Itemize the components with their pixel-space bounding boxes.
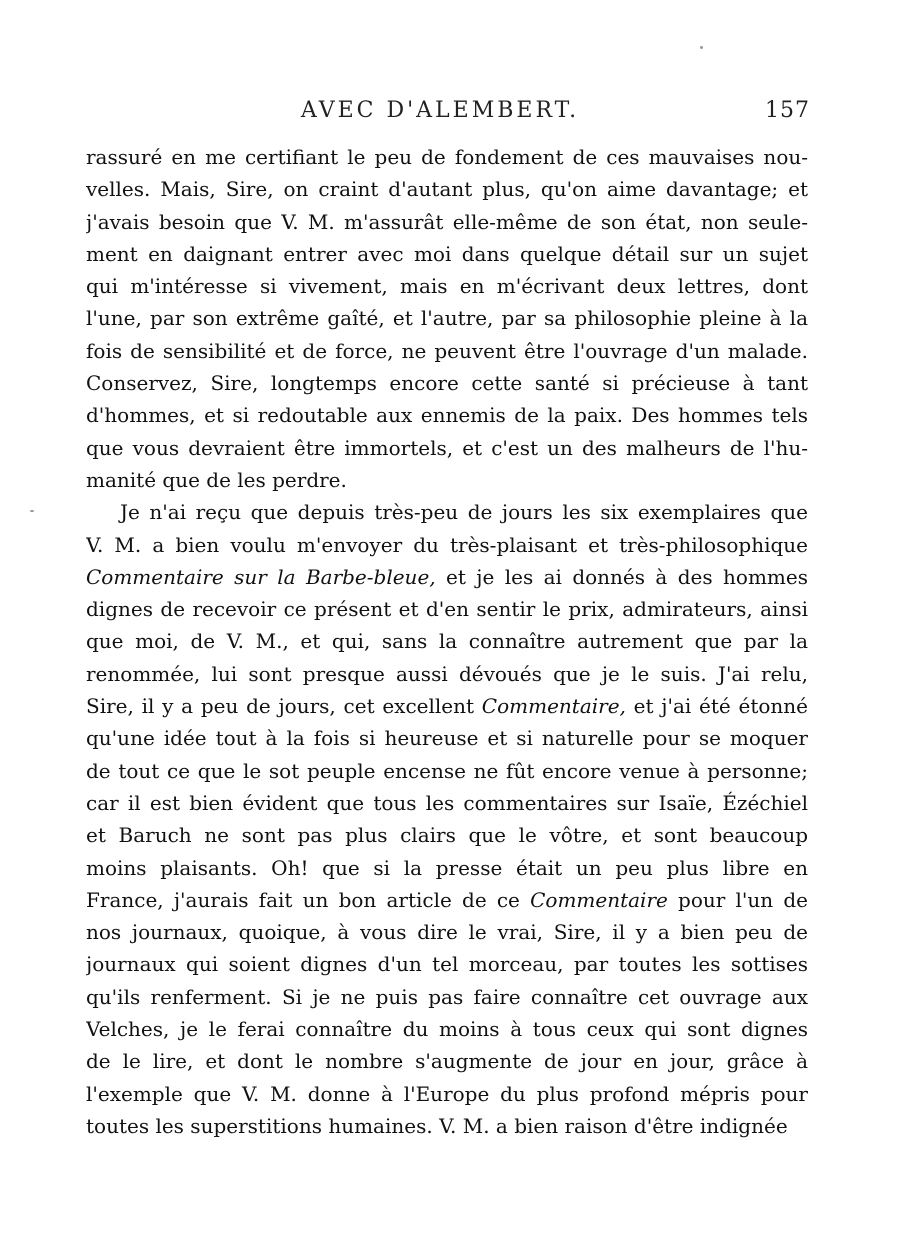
- text-line: de tout ce que le sot peuple encense ne fût encore venue à personne;: [86, 758, 808, 783]
- text-line: Je n'ai reçu que depuis très-peu de jours les six exemplaires que: [120, 500, 808, 525]
- page-number: 157: [765, 98, 810, 123]
- text-line: j'avais besoin que V. M. m'assurât elle-même de son état, non seule-: [86, 209, 808, 234]
- text-line: car il est bien évident que tous les commentaires sur Isaïe, Ézéchiel: [86, 790, 808, 815]
- running-title: AVEC D'ALEMBERT.: [300, 98, 580, 123]
- text-line: moins plaisants. Oh! que si la presse était un peu plus libre en: [86, 855, 808, 880]
- paragraph: [86, 141, 808, 496]
- italic-title: Commentaire,: [481, 694, 626, 719]
- text-line: [86, 690, 808, 722]
- line-text: Sire, il y a peu de jours, cet excellent: [86, 694, 482, 719]
- italic-title: Commentaire sur la Barbe-bleue,: [86, 564, 436, 589]
- text-line: rassuré en me certifiant le peu de fondement de ces mauvaises nou-: [86, 145, 808, 169]
- text-line: [86, 884, 808, 916]
- text-line: que moi, de V. M., et qui, sans la connaître autrement que par la: [86, 629, 808, 654]
- line-text: France, j'aurais fait un bon article de ce: [86, 887, 531, 912]
- text-line: journaux qui soient dignes d'un tel morceau, par toutes les sottises: [86, 952, 808, 977]
- text-line: manité que de les perdre.: [86, 467, 347, 492]
- text-line: V. M. a bien voulu m'envoyer du très-plaisant et très-philosophique: [86, 532, 808, 557]
- text-line: renommée, lui sont presque aussi dévoués que je le suis. J'ai relu,: [86, 661, 808, 686]
- print-speck: [30, 510, 34, 512]
- line-text: et je les ai donnés à des hommes: [435, 564, 808, 589]
- text-line: Conservez, Sire, longtemps encore cette santé si précieuse à tant: [86, 371, 808, 396]
- italic-title: Commentaire: [530, 887, 668, 912]
- text-line: velles. Mais, Sire, on craint d'autant plus, qu'on aime davantage; et: [86, 177, 808, 202]
- text-line: toutes les superstitions humaines. V. M. a bien raison d'être indignée: [86, 1113, 788, 1138]
- paragraph: [86, 496, 808, 1142]
- print-speck: [700, 46, 703, 49]
- text-line: l'une, par son extrême gaîté, et l'autre, par sa philosophie pleine à la: [86, 306, 808, 331]
- text-line: fois de sensibilité et de force, ne peuvent être l'ouvrage d'un malade.: [86, 338, 808, 363]
- text-line: qu'ils renferment. Si je ne puis pas faire connaître cet ouvrage aux: [86, 984, 808, 1009]
- text-line: [86, 561, 808, 593]
- text-line: que vous devraient être immortels, et c'est un des malheurs de l'hu-: [86, 435, 808, 460]
- text-line: ment en daignant entrer avec moi dans quelque détail sur un sujet: [86, 241, 808, 266]
- line-text: et j'ai été étonné: [625, 694, 808, 719]
- text-line: d'hommes, et si redoutable aux ennemis de la paix. Des hommes tels: [86, 403, 808, 428]
- text-line: l'exemple que V. M. donne à l'Europe du plus profond mépris pour: [86, 1081, 808, 1106]
- text-line: nos journaux, quoique, à vous dire le vrai, Sire, il y a bien peu de: [86, 920, 808, 945]
- text-line: dignes de recevoir ce présent et d'en sentir le prix, admirateurs, ainsi: [86, 597, 808, 622]
- text-line: qu'une idée tout à la fois si heureuse et si naturelle pour se moquer: [86, 726, 808, 751]
- letter-body: [86, 141, 808, 1142]
- text-line: qui m'intéresse si vivement, mais en m'écrivant deux lettres, dont: [86, 274, 808, 299]
- text-line: Velches, je le ferai connaître du moins à tous ceux qui sont dignes: [86, 1017, 808, 1042]
- text-line: et Baruch ne sont pas plus clairs que le vôtre, et sont beaucoup: [86, 823, 808, 848]
- text-line: de le lire, et dont le nombre s'augmente de jour en jour, grâce à: [86, 1049, 808, 1074]
- line-text: pour l'un de: [667, 887, 808, 912]
